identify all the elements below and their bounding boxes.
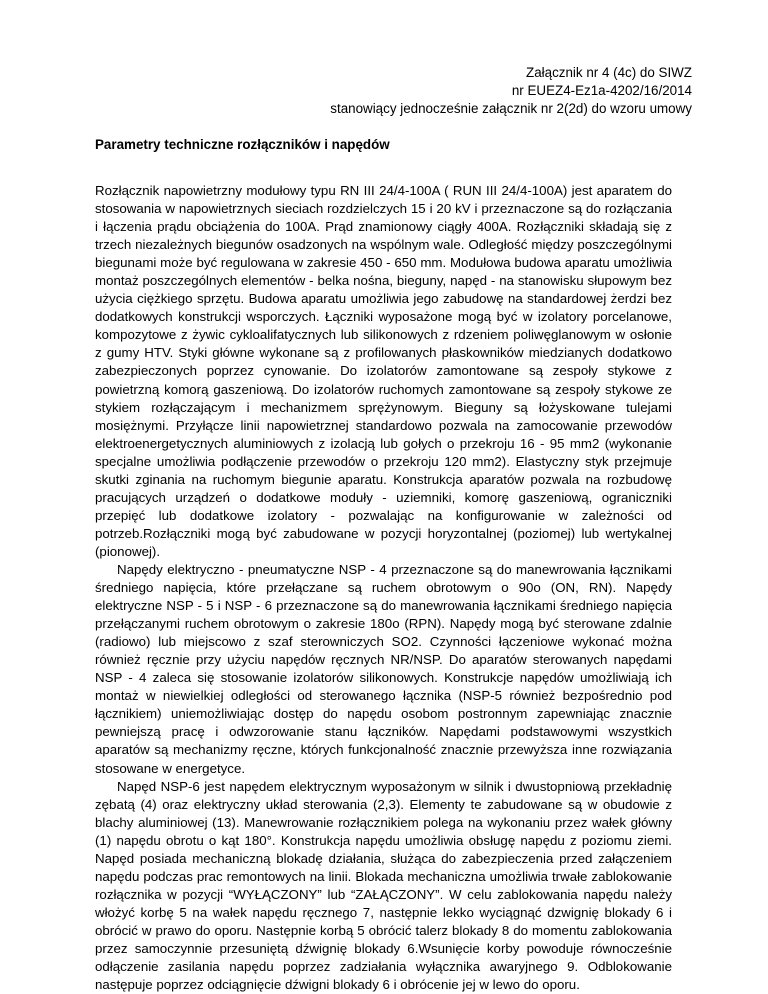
paragraph-nsp6-drive: Napęd NSP-6 jest napędem elektrycznym wyposażonym w silnik i dwustopniową przekładnię zębatą (4) oraz elektryczny układ sterowania (2,3). Elementy te zabudowane są w obudowie z blachy aluminiowej (13). Manewrowanie rozłącznikiem polega na wykonaniu przez wałek główny (1) napędu obrotu o kąt 180°. Konstrukcja napędu umożliwia obsługę napędu z poziomu ziemi. Napęd posiada mechaniczną blokadę działania, służąca do zabezpieczenia przed załączeniem napędu podczas prac remontowych na linii. Blokada mechaniczna umożliwia trwałe zablokowanie rozłącznika w pozycji “WYŁĄCZONY” lub “ZAŁĄCZONY”. W celu zablokowania napędu należy włożyć korbę 5 na wałek napędu ręcznego 7, następnie lekko wyciągnąć dzwignię blokady 6 i obrócić w prawo do oporu. Następnie korbą 5 obrócić talerz blokady 8 do momentu zablokowania przez samoczynnie przesuniętą dźwignię blokady 6.Wsunięcie korby powoduje równocześnie odłączenie zasilania napędu poprzez zadziałania wyłącznika awaryjnego 9. Odblokowanie następuje poprzez odciągnięcie dźwigni blokady 6 i obrócenie jej w lewo do oporu. xyxy=(95,778,672,993)
document-body xyxy=(95,182,672,994)
paragraph-drives-overview: Napędy elektryczno - pneumatyczne NSP - 4 przeznaczone są do manewrowania łącznikami średniego napięcia, które przełączane są ruchem obrotowym o 90o (ON, RN). Napędy elektryczne NSP - 5 i NSP - 6 przeznaczone są do manewrowania łącznikami średniego napięcia przełączanymi ruchem obrotowym o zakresie 180o (RPN). Napędy mogą być sterowane zdalnie (radiowo) lub miejscowo z szaf sterowniczych SO2. Czynności łączeniowe wykonać można również ręcznie przy użyciu napędów ręcznych NR/NSP. Do aparatów sterowanych napędami NSP - 4 zaleca się stosowanie izolatorów silikonowych. Konstrukcje napędów umożliwiają ich montaż w niewielkiej odległości od sterowanego łącznika (NSP-5 również bezpośrednio pod łącznikiem) uniemożliwiając dostęp do napędu osobom postronnym zapewniając znacznie pewniejszą pracę i odwzorowanie stanu łączników. Napędami podstawowymi wszystkich aparatów są mechanizmy ręczne, których funkcjonalność znacznie przewyższa inne rozwiązania stosowane w energetyce. xyxy=(95,561,672,776)
attachment-number-line: Załącznik nr 4 (4c) do SIWZ xyxy=(526,65,692,80)
paragraph-switch-description: Rozłącznik napowietrzny modułowy typu RN III 24/4-100A ( RUN III 24/4-100A) jest aparatem do stosowania w napowietrznych sieciach rozdzielczych 15 i 20 kV i przeznaczone są do rozłączania i łączenia prądu obciążenia do 100A. Prąd znamionowy ciągły 400A. Rozłączniki składają się z trzech niezależnych biegunów osadzonych na wspólnym wale. Odległość między poszczególnymi biegunami może być regulowana w zakresie 450 - 650 mm. Modułowa budowa aparatu umożliwia montaż poszczególnych elementów - belka nośna, bieguny, napęd - na stanowisku słupowym bez użycia ciężkiego sprzętu. Budowa aparatu umożliwia jego zabudowę na standardowej żerdzi bez dodatkowych konstrukcji wsporczych. Łączniki wyposażone mogą być w izolatory porcelanowe, kompozytowe z żywic cykloalifatycznych lub silikonowych z rdzeniem poliwęglanowym w osłonie z gumy HTV. Styki główne wykonane są z profilowanych płaskowników miedzianych dodatkowo zabezpieczonych poprzez cynowanie. Do izolatorów zamontowane są zespoły stykowe z powietrzną komorą gaszeniową. Do izolatorów ruchomych zamontowane są zespoły stykowe ze stykiem rozłączającym i mechanizmem sprężynowym. Bieguny są łożyskowane tulejami mosiężnymi. Przyłącze linii napowietrznej standardowo pozwala na zamocowanie przewodów elektroenergetycznych aluminiowych z izolacją lub gołych o przekroju 16 - 95 mm2 (wykonanie specjalne umożliwia podłączenie przewodów o przekroju 120 mm2). Elastyczny styk przejmuje skutki zginania na ruchomym biegunie aparatu. Konstrukcja aparatów pozwala na rozbudowę pracujących urządzeń o dodatkowe moduły - uziemniki, komorę gaszeniową, ograniczniki przepięć lub dodatkowe izolatory - pozwalając na konfigurowanie w zależności od potrzeb.Rozłączniki mogą być zabudowane w pozycji horyzontalnej (poziomej) lub wertykalnej (pionowej). xyxy=(95,183,672,559)
document-title: Parametry techniczne rozłączników i napędów xyxy=(95,137,390,152)
attachment-header xyxy=(330,64,692,118)
reference-number-line: nr EUEZ4-Ez1a-4202/16/2014 xyxy=(511,83,692,98)
contract-reference-line: stanowiący jednocześnie załącznik nr 2(2d) do wzoru umowy xyxy=(330,101,692,116)
